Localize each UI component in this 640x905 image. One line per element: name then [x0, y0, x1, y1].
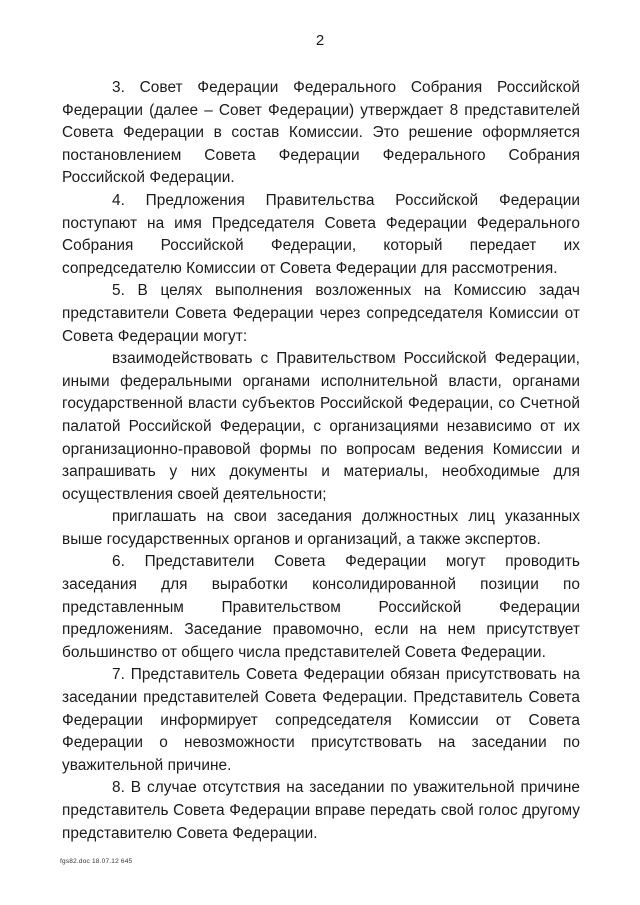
- paragraph-6: 6. Представители Совета Федерации могут проводить заседания для выработки консолидированной позиции по представленным Правительством Российской Федерации предложениям. Заседание правомочно, если на нем присутствует большинство от общего числа представителей Совета Федерации.: [62, 553, 580, 661]
- document-body: [62, 77, 580, 845]
- page-number: 2: [315, 32, 325, 49]
- paragraph-5-item-interact: взаимодействовать с Правительством Российской Федерации, иными федеральными органами исполнительной власти, органами государственной власти субъектов Российской Федерации, со Счетной палатой Российской Федерации, с организациями независимо от их организационно-правовой формы по вопросам ведения Комиссии и запрашивать у них документы и материалы, необходимые для осуществления своей деятельности;: [62, 350, 580, 503]
- paragraph-3: 3. Совет Федерации Федерального Собрания Российской Федерации (далее – Совет Федерации) утверждает 8 представителей Совета Федерации в состав Комиссии. Это решение оформляется постановлением Совета Федерации Федерального Собрания Российской Федерации.: [62, 79, 580, 187]
- file-footer: fgs82.doc 18.07.12 645: [60, 858, 133, 865]
- paragraph-4: 4. Предложения Правительства Российской Федерации поступают на имя Председателя Совета Федерации Федерального Собрания Российской Федерации, который передает их сопредседателю Комиссии от Совета Федерации для рассмотрения.: [62, 191, 580, 277]
- paragraph-7: 7. Представитель Совета Федерации обязан присутствовать на заседании представителей Совета Федерации. Представитель Совета Федерации информирует сопредседателя Комиссии от Совета Федерации о невозможности присутствовать на заседании по уважительной причине.: [62, 666, 580, 774]
- paragraph-5-item-invite: приглашать на свои заседания должностных лиц указанных выше государственных органов и организаций, а также экспертов.: [62, 508, 580, 548]
- paragraph-8: 8. В случае отсутствия на заседании по уважительной причине представитель Совета Федерации вправе передать свой голос другому представителю Совета Федерации.: [62, 779, 580, 842]
- paragraph-5: 5. В целях выполнения возложенных на Комиссию задач представители Совета Федерации через сопредседателя Комиссии от Совета Федерации могут:: [62, 282, 580, 345]
